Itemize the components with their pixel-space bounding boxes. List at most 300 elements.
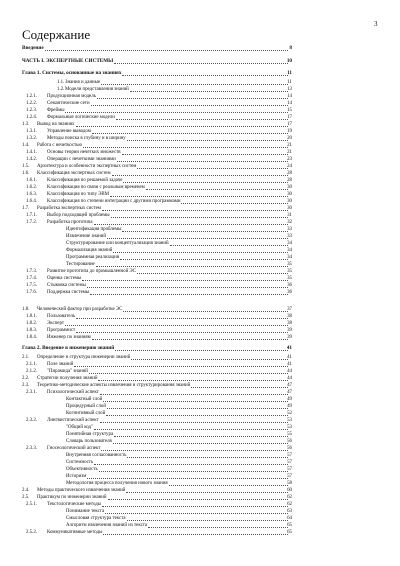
toc-entry-number: 1.2.3. bbox=[26, 108, 38, 113]
toc-leader-dots bbox=[94, 219, 288, 225]
toc-entry-page: 19 bbox=[287, 129, 292, 134]
toc-entry-title: "Пирамида" знаний bbox=[47, 368, 88, 374]
toc-entry-page: 15 bbox=[287, 108, 292, 113]
toc-entry-page: 30 bbox=[287, 185, 292, 190]
toc-entry-page: 41 bbox=[287, 354, 292, 360]
toc-entry-title: Глава 1. Системы, основанные на знаниях bbox=[22, 70, 122, 76]
toc-entry-number: 2.1. bbox=[22, 354, 30, 360]
toc-entry-page: 56 bbox=[287, 445, 292, 451]
toc-entry-number: 1.6. bbox=[22, 171, 30, 176]
toc-entry-page: 57 bbox=[287, 473, 292, 479]
toc-entry bbox=[0, 142, 400, 149]
toc-entry-page: 38 bbox=[287, 314, 292, 319]
toc-entry bbox=[0, 438, 400, 445]
toc-entry-title: Структурирование или концептуализация знаний bbox=[66, 241, 169, 246]
toc-entry-page: 31 bbox=[287, 213, 292, 218]
toc-entry-page: 58 bbox=[287, 480, 292, 486]
toc-leader-dots bbox=[181, 198, 288, 204]
toc-entry-title: Лингвистический аспект bbox=[47, 417, 99, 423]
toc-entry-number: 1.8. bbox=[22, 307, 30, 312]
toc-entry-number: 1.8.4. bbox=[26, 335, 38, 340]
page-number: 3 bbox=[374, 20, 378, 28]
toc-leader-dots bbox=[131, 354, 288, 360]
toc-entry-page: 49 bbox=[287, 396, 292, 402]
toc-entry bbox=[0, 240, 400, 247]
toc-entry-page: 36 bbox=[287, 283, 292, 288]
toc-entry-title: Глава 2. Введение в инженерию знаний bbox=[22, 344, 115, 351]
toc-entry-title: Когнитивный слой bbox=[66, 410, 106, 416]
toc-entry-number: 2.3. bbox=[22, 382, 30, 388]
toc-entry bbox=[0, 508, 400, 515]
toc-entry bbox=[0, 212, 400, 219]
toc-entry-title: Определение и структура инженерии знаний bbox=[37, 354, 131, 360]
toc-entry-page: 64 bbox=[287, 515, 292, 521]
toc-entry-number: 1.8.3. bbox=[26, 328, 38, 333]
toc-entry-number: 1.3. bbox=[22, 122, 30, 127]
toc-entry-title: Историзм bbox=[66, 473, 87, 479]
toc-entry bbox=[0, 205, 400, 212]
toc-entry bbox=[0, 86, 400, 93]
toc-entry-title: Внутренняя согласованность bbox=[66, 452, 127, 458]
toc-entry-title: Методология процесса получения нового знания bbox=[66, 480, 168, 486]
toc-entry-title: Знания и данные bbox=[65, 80, 101, 85]
toc-entry bbox=[0, 487, 400, 494]
toc-entry-page: 38 bbox=[287, 321, 292, 326]
toc-entry-page: 32 bbox=[287, 220, 292, 225]
toc-entry-page: 49 bbox=[287, 403, 292, 409]
toc-entry-title: Практикум по инженерии знаний bbox=[37, 494, 107, 500]
toc-entry-title: Понятийная структура bbox=[66, 431, 114, 437]
toc-entry-title: Стратегии получения знаний bbox=[37, 375, 98, 381]
toc-entry-page: 23 bbox=[287, 157, 292, 162]
toc-entry-page: 57 bbox=[287, 459, 292, 465]
toc-leader-dots bbox=[87, 282, 288, 288]
toc-entry-title: Классификация экспертных систем bbox=[37, 171, 111, 176]
toc-leader-dots bbox=[94, 424, 288, 430]
toc-entry-number: 2.4. bbox=[22, 487, 30, 493]
toc-entry-page: 34 bbox=[287, 248, 292, 253]
toc-entry-number: 1.2.2. bbox=[26, 101, 38, 106]
toc-entry bbox=[0, 70, 400, 77]
toc-entry-page: 8 bbox=[289, 45, 292, 51]
toc-entry-number: 1.6.3. bbox=[26, 192, 38, 197]
toc-entry-page: 35 bbox=[287, 262, 292, 267]
toc-entry-title: Инженер по знаниям bbox=[47, 335, 91, 340]
toc-entry bbox=[0, 198, 400, 205]
toc-leader-dots bbox=[45, 45, 288, 51]
toc-leader-dots bbox=[107, 403, 288, 409]
toc-entry-page: 33 bbox=[287, 234, 292, 239]
toc-entry-title: Разработка экспертных систем bbox=[37, 206, 101, 211]
toc-entry-title: Системность bbox=[66, 459, 94, 465]
toc-entry-page: 52 bbox=[287, 410, 292, 416]
toc-entry-title: Идентификация проблемы bbox=[66, 227, 122, 232]
toc-entry bbox=[0, 191, 400, 198]
toc-entry bbox=[0, 306, 400, 313]
toc-entry-title: Эксперт bbox=[47, 321, 64, 326]
toc-entry bbox=[0, 522, 400, 529]
toc-entry-number: 2.1.1. bbox=[26, 361, 38, 367]
toc-entry-page: 36 bbox=[287, 290, 292, 295]
toc-leader-dots bbox=[113, 247, 288, 253]
toc-entry bbox=[0, 375, 400, 382]
toc-entry-title: Классификация по решаемой задаче bbox=[47, 178, 123, 183]
toc-entry bbox=[0, 327, 400, 334]
toc-entry-number: 1.7.3. bbox=[26, 269, 38, 274]
toc-entry-title: Классификация по типу ЭВМ bbox=[47, 192, 109, 197]
toc-entry-title: Объективность bbox=[66, 466, 98, 472]
toc-entry-page: 28 bbox=[287, 171, 292, 176]
toc-leader-dots bbox=[191, 382, 288, 388]
toc-leader-dots bbox=[120, 254, 288, 260]
toc-entry bbox=[0, 396, 400, 403]
toc-leader-dots bbox=[127, 135, 288, 141]
toc-leader-dots bbox=[65, 107, 288, 113]
toc-entry-title: Развитие прототипа до промышленной ЭС bbox=[47, 269, 136, 274]
toc-entry-number: 1.7.6. bbox=[26, 290, 38, 295]
toc-entry-number: 2.5.2. bbox=[26, 529, 38, 535]
toc-entry-page: 21 bbox=[287, 143, 292, 148]
toc-entry-title: Продукционная модель bbox=[47, 94, 96, 99]
toc-leader-dots bbox=[98, 375, 288, 381]
toc-entry-number: 1.7.4. bbox=[26, 276, 38, 281]
toc-leader-dots bbox=[113, 438, 288, 444]
toc-entry-title: Теоретико-методические аспекты извлечения и структурирования знаний bbox=[37, 382, 191, 388]
toc-entry-title: Основы теории нечетких множеств bbox=[47, 150, 121, 155]
toc-entry-number: 2.1.2. bbox=[26, 368, 38, 374]
toc-entry-number: 1.2.4. bbox=[26, 115, 38, 120]
toc-entry-page: 35 bbox=[287, 276, 292, 281]
toc-entry-number: 1.8.2. bbox=[26, 321, 38, 326]
toc-leader-dots bbox=[91, 100, 288, 106]
toc-leader-dots bbox=[96, 261, 288, 267]
toc-entry-number: 1.7.2. bbox=[26, 220, 38, 225]
toc-entry-title: Смысловая структура текста bbox=[66, 515, 126, 521]
toc-entry-title: Семантические сети bbox=[47, 101, 90, 106]
toc-entry bbox=[0, 345, 400, 352]
toc-entry-page: 10 bbox=[286, 57, 292, 64]
toc-leader-dots bbox=[111, 212, 288, 218]
toc-entry-number: 1.7.5. bbox=[26, 283, 38, 288]
toc-entry bbox=[0, 100, 400, 107]
toc-entry-page: 57 bbox=[287, 466, 292, 472]
toc-entry-page: 65 bbox=[287, 529, 292, 535]
toc-entry-title: Пользователь bbox=[47, 314, 76, 319]
toc-entry-page: 55 bbox=[287, 431, 292, 437]
toc-entry-title: Коммуникативные методы bbox=[47, 529, 103, 535]
toc-entry bbox=[0, 128, 400, 135]
toc-entry-page: 30 bbox=[287, 192, 292, 197]
toc-entry bbox=[0, 58, 400, 65]
toc-entry-number: 2.5. bbox=[22, 494, 30, 500]
toc-entry-page: 62 bbox=[287, 501, 292, 507]
toc-entry bbox=[0, 354, 400, 361]
toc-leader-dots bbox=[114, 58, 288, 64]
toc-leader-dots bbox=[126, 487, 288, 493]
toc-entry-number: 1.6.2. bbox=[26, 185, 38, 190]
toc-entry bbox=[0, 289, 400, 296]
toc-entry-page: 47 bbox=[287, 382, 292, 388]
toc-entry-number: 1.5. bbox=[22, 164, 30, 169]
toc-entry-title: Методы поиска в глубину и в ширину bbox=[47, 136, 126, 141]
toc-entry-page: 20 bbox=[287, 136, 292, 141]
toc-leader-dots bbox=[103, 529, 288, 535]
toc-entry bbox=[0, 417, 400, 424]
toc-entry-number: 2.3.1. bbox=[26, 389, 38, 395]
toc-leader-dots bbox=[105, 508, 288, 514]
toc-leader-dots bbox=[116, 114, 288, 120]
toc-entry-page: 30 bbox=[287, 199, 292, 204]
toc-entry-title: Операции с нечеткими знаниями bbox=[47, 157, 116, 162]
toc-entry bbox=[0, 107, 400, 114]
toc-entry-title: Методы практического извлечения знаний bbox=[37, 487, 126, 493]
toc-entry-title: Разработка прототипа bbox=[47, 220, 93, 225]
toc-entry-page: 44 bbox=[287, 375, 292, 381]
toc-leader-dots bbox=[114, 431, 288, 437]
toc-entry bbox=[0, 93, 400, 100]
toc-entry-page: 21 bbox=[287, 150, 292, 155]
toc-leader-dots bbox=[127, 452, 288, 458]
toc-leader-dots bbox=[127, 515, 288, 521]
toc-entry-number: 1.8.1. bbox=[26, 314, 38, 319]
toc-entry bbox=[0, 529, 400, 536]
toc-entry-page: 62 bbox=[287, 494, 292, 500]
toc-entry-title: Психологический аспект bbox=[47, 389, 99, 395]
toc-leader-dots bbox=[82, 275, 288, 281]
toc-leader-dots bbox=[94, 459, 288, 465]
toc-leader-dots bbox=[117, 156, 288, 162]
toc-entry bbox=[0, 431, 400, 438]
toc-entry bbox=[0, 313, 400, 320]
toc-entry bbox=[0, 389, 400, 396]
toc-leader-dots bbox=[110, 191, 288, 197]
toc-leader-dots bbox=[122, 149, 288, 155]
toc-entry bbox=[0, 424, 400, 431]
toc-entry-page: 57 bbox=[287, 452, 292, 458]
toc-entry-page: 24 bbox=[287, 164, 292, 169]
toc-entry-title: Гносеологический аспект bbox=[47, 445, 101, 451]
toc-entry bbox=[0, 156, 400, 163]
page-title: Содержание bbox=[22, 27, 91, 42]
toc-entry-title: Формализация знаний bbox=[66, 248, 113, 253]
toc-entry-title: Поддержка системы bbox=[47, 290, 90, 295]
toc-entry-title: Программист bbox=[47, 328, 76, 333]
toc-leader-dots bbox=[65, 320, 288, 326]
toc-entry bbox=[0, 515, 400, 522]
toc-entry bbox=[0, 459, 400, 466]
toc-entry-number: 2.2. bbox=[22, 375, 30, 381]
toc-entry bbox=[0, 320, 400, 327]
toc-entry-page: 65 bbox=[287, 522, 292, 528]
toc-entry-page: 17 bbox=[287, 115, 292, 120]
toc-leader-dots bbox=[102, 501, 288, 507]
toc-entry-page: 39 bbox=[287, 335, 292, 340]
toc-leader-dots bbox=[100, 389, 288, 395]
toc-entry bbox=[0, 254, 400, 261]
toc-entry-page: 47 bbox=[287, 389, 292, 395]
toc-leader-dots bbox=[76, 327, 288, 333]
toc-entry-page: 17 bbox=[287, 122, 292, 127]
toc-entry-title: Поле знаний bbox=[47, 361, 74, 367]
toc-entry bbox=[0, 445, 400, 452]
toc-entry bbox=[0, 233, 400, 240]
toc-entry-page: 53 bbox=[287, 424, 292, 430]
toc-entry-title: Извлечение знаний bbox=[66, 234, 107, 239]
toc-entry-page: 53 bbox=[287, 417, 292, 423]
toc-leader-dots bbox=[137, 268, 288, 274]
toc-entry-page: 28 bbox=[287, 178, 292, 183]
toc-leader-dots bbox=[99, 466, 288, 472]
toc-entry-title: Процедурный слой bbox=[66, 403, 106, 409]
toc-entry-number: 2.3.2. bbox=[26, 417, 38, 423]
toc-entry-title: Контактный слой bbox=[66, 396, 103, 402]
toc-entry-title: ЧАСТЬ I. ЭКСПЕРТНЫЕ СИСТЕМЫ bbox=[22, 57, 114, 64]
toc-entry-page: 34 bbox=[287, 241, 292, 246]
toc-entry-title: Тестирование bbox=[66, 262, 95, 267]
toc-leader-dots bbox=[97, 93, 288, 99]
toc-entry-title: Текстологические методы bbox=[47, 501, 102, 507]
toc-leader-dots bbox=[87, 473, 288, 479]
toc-leader-dots bbox=[130, 86, 288, 92]
toc-entry-title: Введение bbox=[22, 45, 44, 51]
toc-entry-title: Управление выводом bbox=[47, 129, 91, 134]
toc-leader-dots bbox=[112, 170, 288, 176]
toc-entry-page: 37 bbox=[287, 307, 292, 312]
toc-entry bbox=[0, 480, 400, 487]
toc-entry-number: 1.2.1. bbox=[26, 94, 38, 99]
toc-leader-dots bbox=[74, 361, 288, 367]
toc-entry bbox=[0, 361, 400, 368]
toc-entry bbox=[0, 494, 400, 501]
toc-entry-page: 63 bbox=[287, 508, 292, 514]
toc-entry-title: Вывод на знаниях bbox=[37, 122, 75, 127]
toc-entry-number: 1.6.1. bbox=[26, 178, 38, 183]
toc-leader-dots bbox=[90, 289, 288, 295]
toc-entry-number: 1.4.2. bbox=[26, 157, 38, 162]
toc-leader-dots bbox=[122, 70, 288, 76]
toc-entry bbox=[0, 403, 400, 410]
toc-entry-number: 1.4. bbox=[22, 143, 30, 148]
toc-entry bbox=[0, 135, 400, 142]
toc-entry-title: "Общий код" bbox=[66, 424, 94, 430]
toc-entry bbox=[0, 275, 400, 282]
toc-entry bbox=[0, 382, 400, 389]
toc-entry-number: 1.3.1. bbox=[26, 129, 38, 134]
toc-entry-page: 11 bbox=[287, 80, 292, 85]
toc-entry bbox=[0, 177, 400, 184]
toc-entry-title: Модели представления знаний bbox=[65, 87, 129, 92]
toc-leader-dots bbox=[101, 79, 288, 85]
toc-entry bbox=[0, 268, 400, 275]
toc-entry bbox=[0, 466, 400, 473]
toc-entry-page: 56 bbox=[287, 438, 292, 444]
toc-entry-title: Фреймы bbox=[47, 108, 65, 113]
toc-leader-dots bbox=[123, 177, 288, 183]
toc-entry-title: Формальные логические модели bbox=[47, 115, 115, 120]
toc-entry bbox=[0, 226, 400, 233]
toc-entry-page: 14 bbox=[287, 94, 292, 99]
toc-leader-dots bbox=[102, 205, 288, 211]
toc-leader-dots bbox=[101, 445, 288, 451]
toc-entry-number: 1.6.4. bbox=[26, 199, 38, 204]
toc-entry bbox=[0, 45, 400, 52]
toc-leader-dots bbox=[123, 306, 288, 312]
toc-entry-number: 2.5.1. bbox=[26, 501, 38, 507]
toc-entry-title: Архитектура и особенности экспертных систем bbox=[37, 164, 137, 169]
toc-entry-page: 11 bbox=[287, 70, 292, 76]
toc-entry-title: Стыковка системы bbox=[47, 283, 86, 288]
toc-entry-page: 13 bbox=[287, 87, 292, 92]
toc-leader-dots bbox=[169, 480, 288, 486]
toc-entry bbox=[0, 184, 400, 191]
toc-entry-page: 41 bbox=[287, 361, 292, 367]
toc-entry-title: Понимание текста bbox=[66, 508, 105, 514]
toc-entry bbox=[0, 261, 400, 268]
toc-entry-title: Оценка системы bbox=[47, 276, 82, 281]
toc-entry bbox=[0, 334, 400, 341]
toc-entry-title: Работа с нечеткостью bbox=[37, 143, 83, 148]
toc-leader-dots bbox=[148, 522, 288, 528]
toc-entry-title: Программная реализация bbox=[66, 255, 120, 260]
toc-leader-dots bbox=[122, 226, 288, 232]
toc-entry bbox=[0, 149, 400, 156]
toc-leader-dots bbox=[170, 240, 288, 246]
toc-entry-page: 60 bbox=[287, 487, 292, 493]
toc-entry-title: Человеческий фактор при разработке ЭС bbox=[37, 307, 123, 312]
toc-entry bbox=[0, 121, 400, 128]
toc-leader-dots bbox=[76, 313, 288, 319]
toc-entry-page: 35 bbox=[287, 269, 292, 274]
toc-leader-dots bbox=[83, 142, 288, 148]
toc-leader-dots bbox=[137, 163, 288, 169]
toc-entry-number: 2.3.3. bbox=[26, 445, 38, 451]
toc-entry bbox=[0, 219, 400, 226]
toc-entry-number: 1.1. bbox=[57, 80, 65, 85]
toc-entry-number: 1.3.2. bbox=[26, 136, 38, 141]
toc-entry-page: 14 bbox=[287, 101, 292, 106]
toc-entry-title: Алгоритм извлечения знаний из текста bbox=[66, 522, 148, 528]
toc-entry bbox=[0, 452, 400, 459]
toc-leader-dots bbox=[100, 417, 288, 423]
toc-entry bbox=[0, 79, 400, 86]
toc-entry-title: Классификация по степени интеграции с другими программами bbox=[47, 199, 181, 204]
toc-leader-dots bbox=[92, 128, 288, 134]
toc-entry bbox=[0, 170, 400, 177]
toc-entry-page: 33 bbox=[287, 227, 292, 232]
toc-entry-title: Словарь пользователя bbox=[66, 438, 112, 444]
toc-entry-number: 1.2. bbox=[57, 87, 65, 92]
toc-leader-dots bbox=[92, 334, 288, 340]
toc-entry bbox=[0, 473, 400, 480]
toc-entry-number: 1.4.1. bbox=[26, 150, 38, 155]
toc-entry bbox=[0, 410, 400, 417]
toc-leader-dots bbox=[89, 368, 288, 374]
toc-leader-dots bbox=[107, 233, 288, 239]
toc-entry-page: 44 bbox=[287, 368, 292, 374]
toc-entry-title: Классификация по связи с реальным временем bbox=[47, 185, 145, 190]
toc-entry-page: 30 bbox=[287, 206, 292, 211]
toc-leader-dots bbox=[146, 184, 288, 190]
toc-entry-number: 1.7.1. bbox=[26, 213, 38, 218]
toc-leader-dots bbox=[76, 121, 289, 127]
toc-entry bbox=[0, 368, 400, 375]
toc-entry bbox=[0, 247, 400, 254]
toc-leader-dots bbox=[115, 345, 288, 351]
toc-entry-number: 1.7. bbox=[22, 206, 30, 211]
toc-entry-page: 34 bbox=[287, 255, 292, 260]
toc-leader-dots bbox=[103, 396, 288, 402]
toc-leader-dots bbox=[108, 494, 289, 500]
